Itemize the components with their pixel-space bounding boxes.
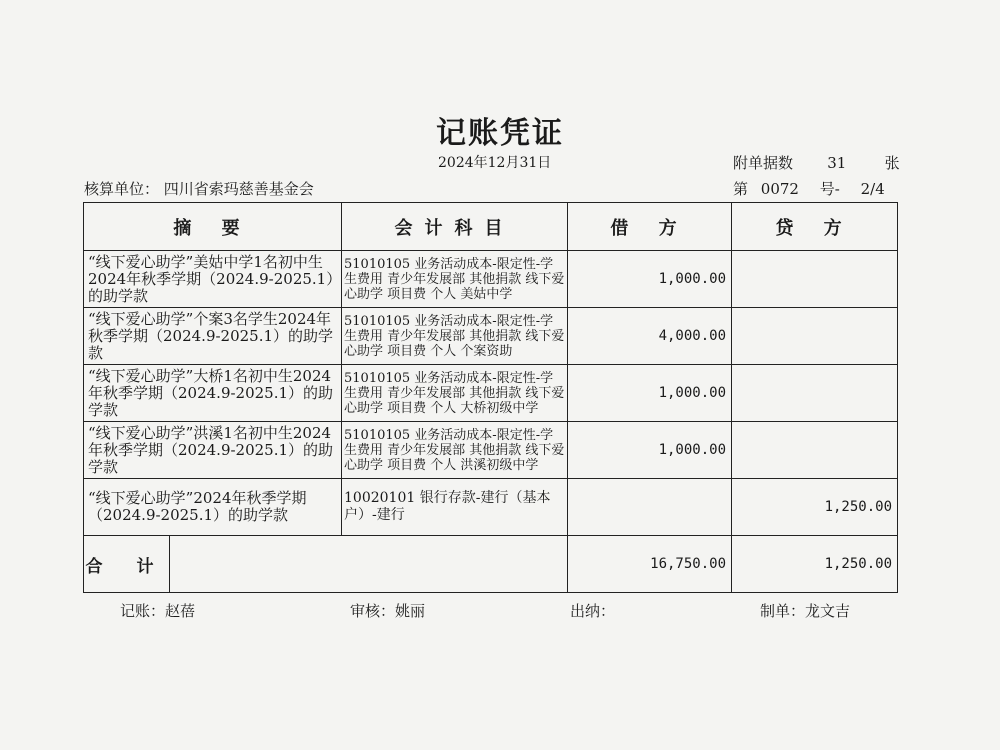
row-summary: “线下爱心助学”2024年秋季学期（2024.9-2025.1）的助学款 [84,479,342,536]
row-credit [732,308,898,365]
row-summary: “线下爱心助学”美姑中学1名初中生2024年秋季学期（2024.9-2025.1）的助学款 [84,251,342,308]
header-summary: 摘 要 [84,203,342,251]
row-debit: 4,000.00 [568,308,732,365]
header-account: 会计科目 [342,203,568,251]
accounting-unit [84,178,314,199]
row-credit [732,422,898,479]
row-summary: “线下爱心助学”洪溪1名初中生2024年秋季学期（2024.9-2025.1）的助学款 [84,422,342,479]
total-credit: 1,250.00 [732,536,898,593]
bookkeeper-name: 赵蓓 [165,602,196,620]
voucher-serial [733,178,885,199]
row-account: 51010105 业务活动成本-限定性-学生费用 青少年发展部 其他捐款 线下爱心助学 项目费 个人 大桥初级中学 [342,365,568,422]
unit-label: 核算单位： [84,180,160,198]
total-blank [170,536,568,593]
attach-unit: 张 [884,154,900,172]
table-row [84,251,898,308]
table-row [84,422,898,479]
row-credit [732,251,898,308]
voucher-table [83,202,898,593]
cashier-label: 出纳： [570,602,616,620]
table-header-row [84,203,898,251]
page-fraction: 2/4 [860,180,885,198]
cashier-sign [570,600,615,621]
preparer-label: 制单： [760,602,806,620]
reviewer-name: 姚丽 [395,602,426,620]
row-summary: “线下爱心助学”大桥1名初中生2024年秋季学期（2024.9-2025.1）的助学款 [84,365,342,422]
unit-name: 四川省索玛慈善基金会 [163,180,314,198]
row-debit: 1,000.00 [568,422,732,479]
reviewer-label: 审核： [350,602,396,620]
row-debit: 1,000.00 [568,251,732,308]
serial-number: 0072 [760,180,799,198]
total-debit: 16,750.00 [568,536,732,593]
serial-suffix: 号- [819,180,840,198]
row-debit [568,479,732,536]
row-summary: “线下爱心助学”个案3名学生2024年秋季学期（2024.9-2025.1）的助学款 [84,308,342,365]
bookkeeper-label: 记账： [120,602,166,620]
preparer-sign [760,600,850,621]
header-credit: 贷 方 [732,203,898,251]
header-debit: 借 方 [568,203,732,251]
preparer-name: 龙文吉 [805,602,851,620]
total-row [84,536,898,593]
bookkeeper-sign [120,600,195,621]
row-account: 10020101 银行存款-建行（基本户）-建行 [342,479,568,536]
total-label: 合 计 [84,536,170,593]
serial-prefix: 第 [733,180,749,198]
attach-label: 附单据数 [733,154,794,172]
table-row [84,365,898,422]
table-row [84,479,898,536]
voucher-title: 记账凭证 [436,116,564,151]
row-credit [732,365,898,422]
row-credit: 1,250.00 [732,479,898,536]
row-account: 51010105 业务活动成本-限定性-学生费用 青少年发展部 其他捐款 线下爱心助学 项目费 个人 个案资助 [342,308,568,365]
row-debit: 1,000.00 [568,365,732,422]
row-account: 51010105 业务活动成本-限定性-学生费用 青少年发展部 其他捐款 线下爱心助学 项目费 个人 美姑中学 [342,251,568,308]
attach-count-value: 31 [827,154,847,172]
row-account: 51010105 业务活动成本-限定性-学生费用 青少年发展部 其他捐款 线下爱心助学 项目费 个人 洪溪初级中学 [342,422,568,479]
reviewer-sign [350,600,425,621]
voucher-date: 2024年12月31日 [438,155,552,171]
attachment-count [733,152,900,173]
table-row [84,308,898,365]
